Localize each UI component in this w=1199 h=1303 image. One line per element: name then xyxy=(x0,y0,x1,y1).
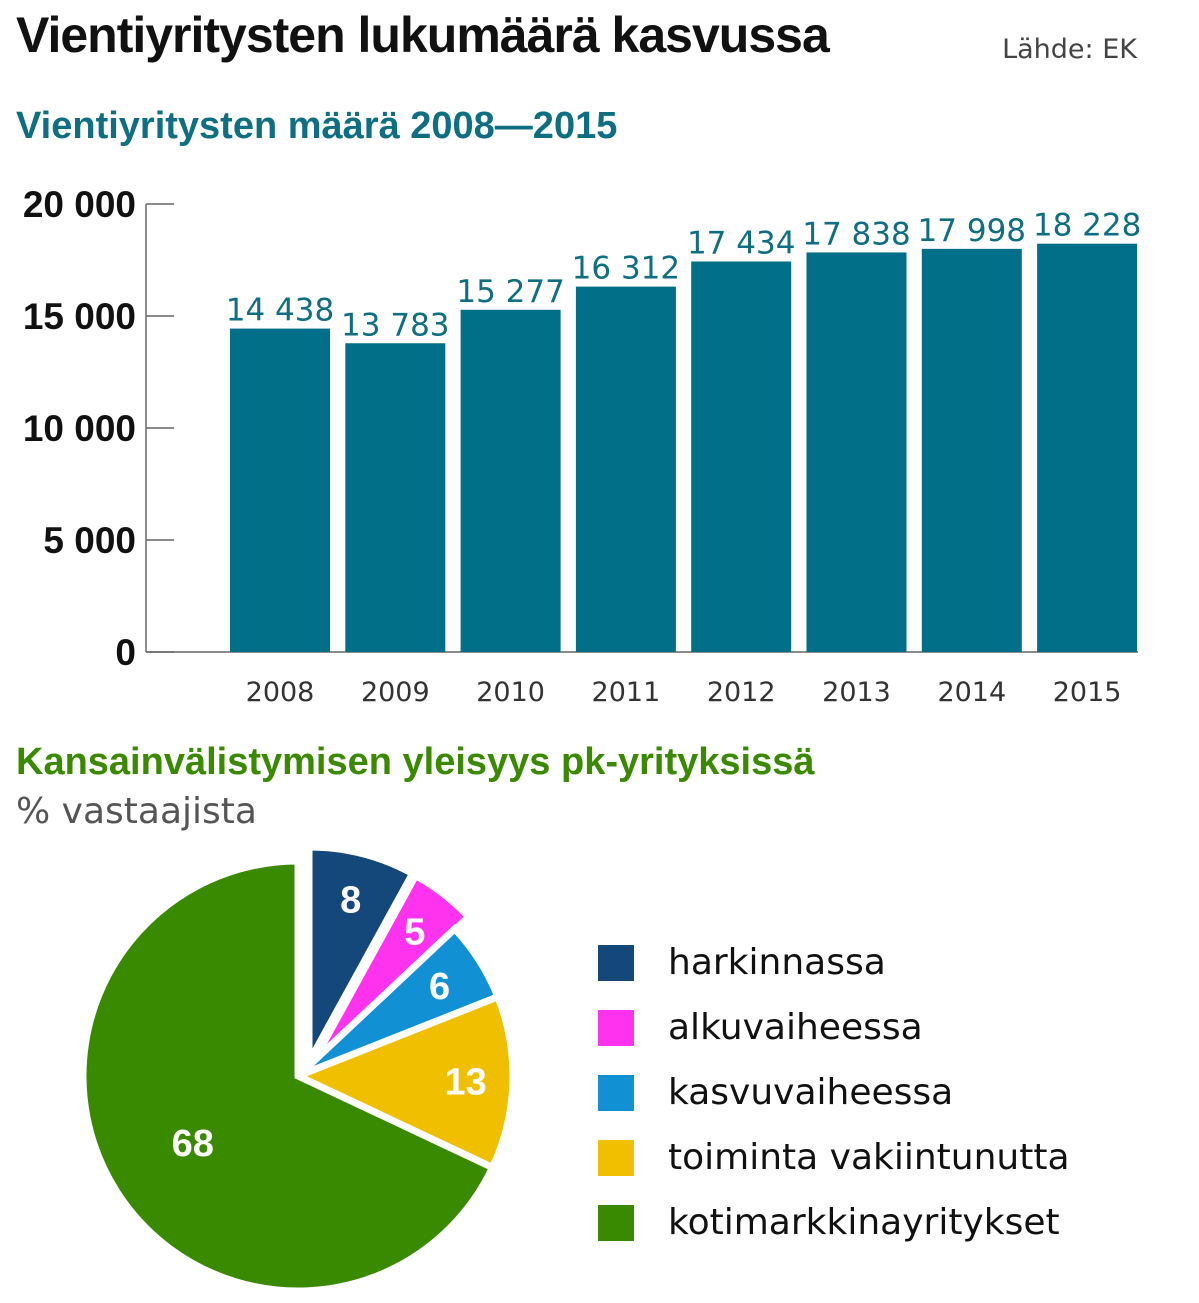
legend-item xyxy=(598,995,1070,1060)
legend-label: kotimarkkinayritykset xyxy=(668,1202,1060,1243)
pie-legend xyxy=(598,930,1070,1255)
x-tick-label: 2010 xyxy=(476,677,545,708)
bar-2012 xyxy=(691,261,791,652)
x-tick-label: 2013 xyxy=(822,677,891,708)
main-title: Vientiyritysten lukumäärä kasvussa xyxy=(16,7,829,63)
data-label: 17 998 xyxy=(917,212,1027,249)
legend-swatch xyxy=(598,1010,634,1046)
x-tick-label: 2014 xyxy=(937,677,1007,708)
legend-label: kasvuvaiheessa xyxy=(668,1072,954,1113)
pie-value-label: 8 xyxy=(340,879,362,922)
bar-2008 xyxy=(230,329,330,652)
pie-chart xyxy=(83,847,513,1291)
bar-2013 xyxy=(807,252,907,652)
y-tick-label: 10 000 xyxy=(22,408,136,449)
legend-item xyxy=(598,1190,1070,1255)
pie-chart-title: Kansainvälistymisen yleisyys pk-yrityksissä xyxy=(16,741,815,783)
bar-chart xyxy=(23,184,1142,708)
x-tick-label: 2008 xyxy=(245,677,315,708)
legend-swatch xyxy=(598,1075,634,1111)
data-label: 14 438 xyxy=(225,292,335,329)
bar-2009 xyxy=(345,343,445,652)
bar-2015 xyxy=(1037,244,1137,652)
legend-item xyxy=(598,1060,1070,1125)
source-note: Lähde: EK xyxy=(1002,34,1137,65)
pie-chart-subtitle: % vastaajista xyxy=(16,791,257,832)
legend-label: alkuvaiheessa xyxy=(668,1007,923,1048)
x-tick-label: 2015 xyxy=(1052,677,1122,708)
y-tick-label: 15 000 xyxy=(22,296,136,337)
data-label: 16 312 xyxy=(571,250,681,287)
y-tick-label: 20 000 xyxy=(22,184,136,225)
pie-value-label: 13 xyxy=(444,1061,487,1104)
legend-label: toiminta vakiintunutta xyxy=(668,1137,1070,1178)
legend-item xyxy=(598,1125,1070,1190)
data-label: 15 277 xyxy=(456,273,565,310)
bar-2010 xyxy=(461,310,561,652)
data-label: 17 838 xyxy=(802,216,911,253)
bar-2014 xyxy=(922,249,1022,652)
y-tick-label: 0 xyxy=(115,632,136,673)
legend-swatch xyxy=(598,1205,634,1241)
legend-swatch xyxy=(598,945,634,981)
pie-value-label: 5 xyxy=(404,911,426,954)
y-tick-label: 5 000 xyxy=(43,520,136,561)
data-label: 17 434 xyxy=(686,225,796,262)
data-label: 18 228 xyxy=(1032,207,1142,244)
pie-value-label: 68 xyxy=(171,1122,214,1165)
bar-chart-title: Vientiyritysten määrä 2008—2015 xyxy=(16,105,618,147)
legend-label: harkinnassa xyxy=(668,942,886,983)
legend-item xyxy=(598,930,1070,995)
x-tick-label: 2012 xyxy=(706,677,776,708)
bar-2011 xyxy=(576,287,676,652)
x-tick-label: 2009 xyxy=(360,677,430,708)
pie-value-label: 6 xyxy=(429,966,451,1009)
data-label: 13 783 xyxy=(341,307,450,344)
legend-swatch xyxy=(598,1140,634,1176)
x-tick-label: 2011 xyxy=(591,677,661,708)
